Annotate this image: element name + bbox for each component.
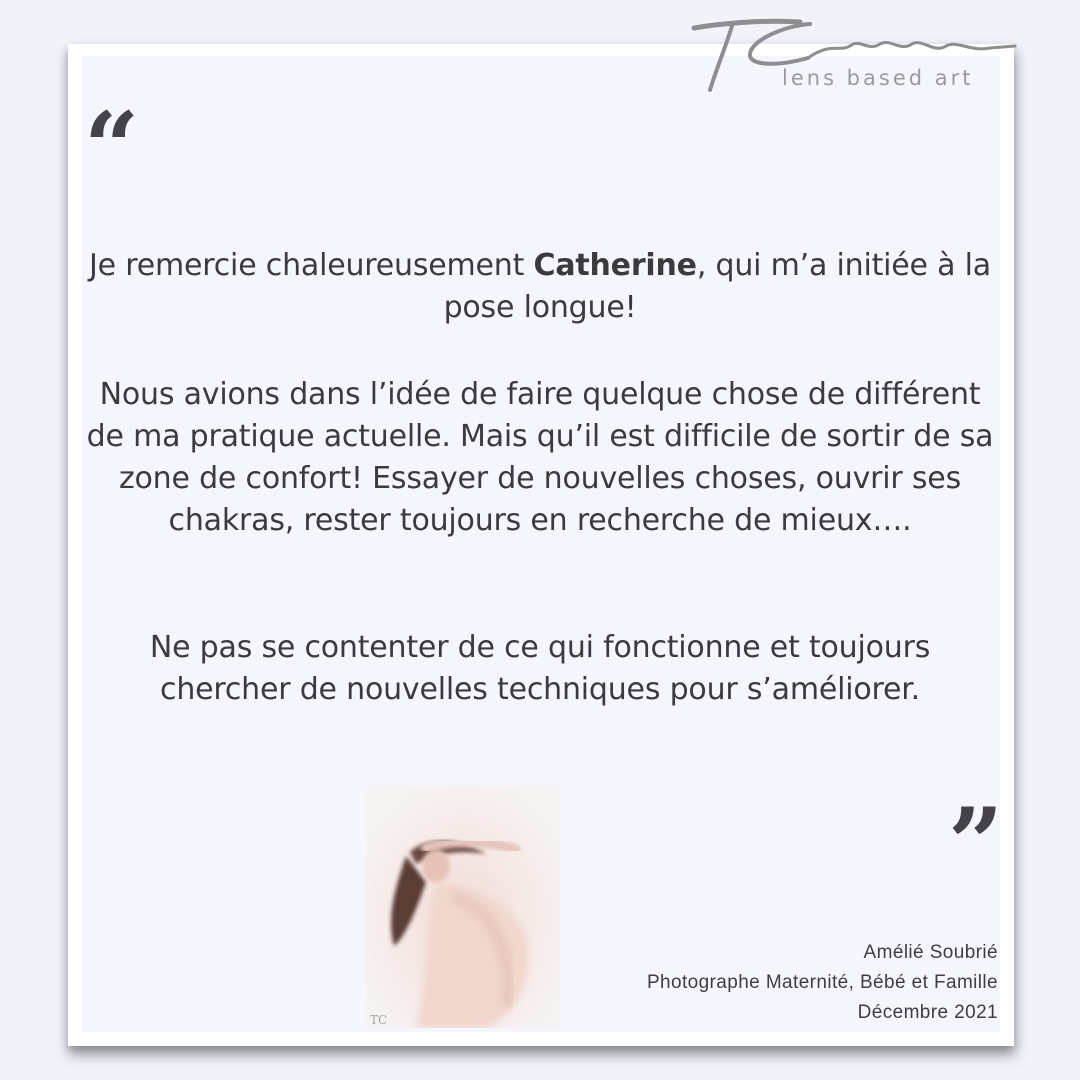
- open-quote-icon: “: [84, 91, 140, 204]
- author-signature: [647, 938, 998, 1028]
- quote-p1-start: Je remercie chaleureusement: [89, 248, 534, 283]
- author-name: Amélié Soubrié: [863, 942, 998, 963]
- dancer-image: [366, 786, 560, 1028]
- photo-mark: TC: [370, 1013, 388, 1027]
- quote-p1-name: Catherine: [533, 248, 697, 283]
- testimonial-date: Décembre 2021: [857, 1002, 998, 1023]
- author-title: Photographe Maternité, Bébé et Famille: [646, 972, 998, 993]
- quote-paragraph-1: [84, 245, 996, 329]
- quote-paragraph-3: Ne pas se contenter de ce qui fonctionne et toujours chercher de nouvelles techniques pour s’améliorer.: [149, 630, 931, 707]
- dancer-photo: [366, 786, 560, 1028]
- close-quote-icon: ”: [948, 787, 1004, 900]
- brand-logo: [690, 12, 1020, 98]
- quote-paragraph-2: Nous avions dans l’idée de faire quelque chose de différent de ma pratique actuelle. Mais qu’il est difficile de sortir de sa zone de confort! Essayer de nouvelles choses, ouvrir ses chakras, rester toujours en recherche de mieux….: [86, 377, 994, 538]
- quote-p1-end: , qui m’a initiée à la pose longue!: [443, 248, 991, 325]
- logo-tagline: lens based art: [782, 66, 974, 90]
